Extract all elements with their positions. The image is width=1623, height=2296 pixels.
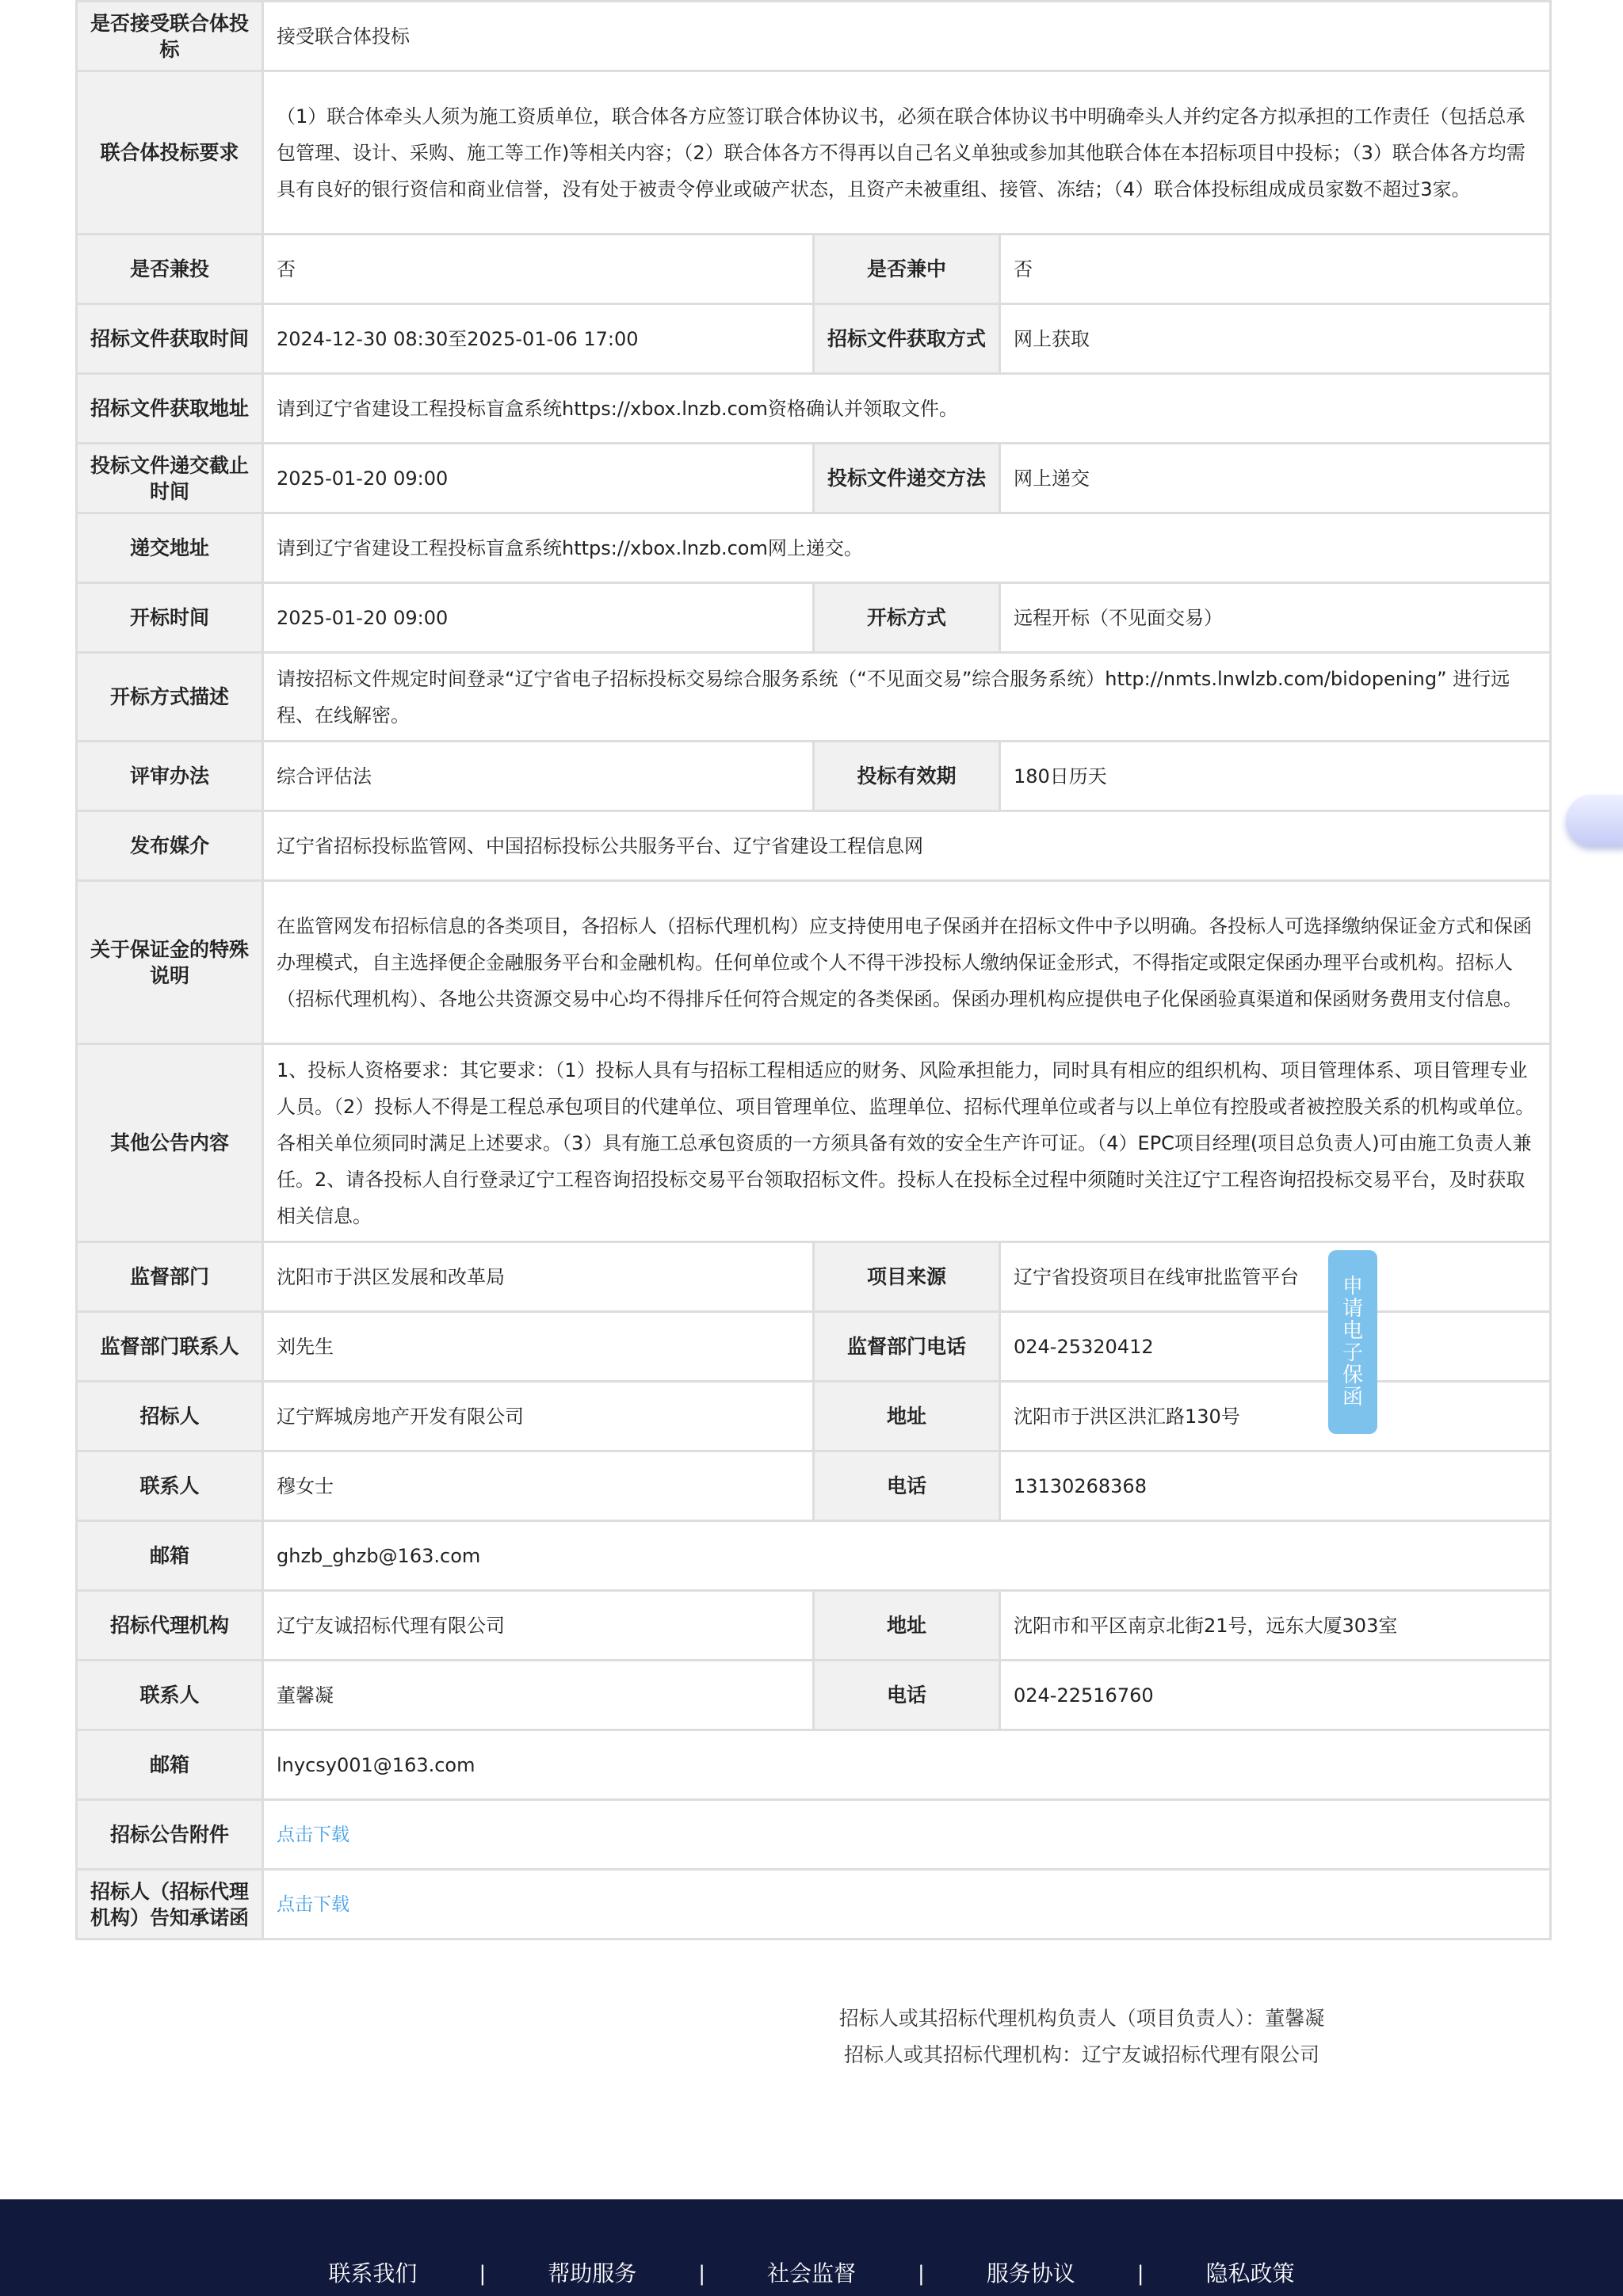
signature-line-agency: 招标人或其招标代理机构：辽宁友诚招标代理有限公司 xyxy=(843,2043,1319,2066)
concurrent-win-label: 是否兼中 xyxy=(814,235,1000,304)
concurrent-bid-value: 否 xyxy=(263,235,814,304)
apply-electronic-guarantee-button[interactable]: 申请电子保函 xyxy=(1328,1250,1377,1434)
doc-time-value: 2024-12-30 08:30至2025-01-06 17:00 xyxy=(263,304,814,374)
consortium-label: 是否接受联合体投标 xyxy=(77,2,263,71)
tenderer-email-value: ghzb_ghzb@163.com xyxy=(263,1521,1551,1591)
submit-deadline-label: 投标文件递交截止时间 xyxy=(77,444,263,513)
consortium-req-label: 联合体投标要求 xyxy=(77,71,263,235)
footer-link-contact[interactable]: 联系我们 xyxy=(328,2260,418,2286)
tenderer-label: 招标人 xyxy=(77,1382,263,1451)
table-row xyxy=(77,1044,1551,1242)
attachment-label: 招标公告附件 xyxy=(77,1800,263,1870)
table-row xyxy=(77,811,1551,881)
agency-address-label: 地址 xyxy=(814,1591,1000,1661)
table-row xyxy=(77,2,1551,71)
agency-value: 辽宁友诚招标代理有限公司 xyxy=(263,1591,814,1661)
doc-address-value: 请到辽宁省建设工程投标盲盒系统https://xbox.lnzb.com资格确认并领取文件。 xyxy=(263,374,1551,444)
supervisor-label: 监督部门 xyxy=(77,1242,263,1312)
table-row xyxy=(77,1800,1551,1870)
agency-address-value: 沈阳市和平区南京北街21号，远东大厦303室 xyxy=(1000,1591,1551,1661)
tender-info-table xyxy=(75,0,1552,1940)
submit-method-value: 网上递交 xyxy=(1000,444,1551,513)
site-footer xyxy=(0,2199,1623,2296)
consortium-req-value: （1）联合体牵头人须为施工资质单位，联合体各方应签订联合体协议书，必须在联合体协议书中明确牵头人并约定各方拟承担的工作责任（包括总承包管理、设计、采购、施工等工作)等相关内容；（2）联合体各方不得再以自己名义单独或参加其他联合体在本招标项目中投标；（3）联合体各方均需具有良好的银行资信和商业信誉，没有处于被责令停业或破产状态，且资产未被重组、接管、冻结；（4）联合体投标组成成员家数不超过3家。 xyxy=(263,71,1551,235)
deposit-value: 在监管网发布招标信息的各类项目，各招标人（招标代理机构）应支持使用电子保函并在招标文件中予以明确。各投标人可选择缴纳保证金方式和保函办理模式，自主选择便企金融服务平台和金融机构。任何单位或个人不得干涉投标人缴纳保证金形式，不得指定或限定保函办理平台或机构。招标人（招标代理机构）、各地公共资源交易中心均不得排斥任何符合规定的各类保函。保函办理机构应提供电子化保函验真渠道和保函财务费用支付信息。 xyxy=(263,881,1551,1044)
table-row xyxy=(77,742,1551,811)
open-method-label: 开标方式 xyxy=(814,583,1000,653)
supervisor-phone-value: 024-25320412 xyxy=(1000,1312,1551,1382)
table-row xyxy=(77,1591,1551,1661)
tenderer-address-label: 地址 xyxy=(814,1382,1000,1451)
table-row xyxy=(77,513,1551,583)
open-desc-label: 开标方式描述 xyxy=(77,653,263,742)
submit-address-value: 请到辽宁省建设工程投标盲盒系统https://xbox.lnzb.com网上递交。 xyxy=(263,513,1551,583)
tenderer-phone-label: 电话 xyxy=(814,1451,1000,1521)
footer-nav xyxy=(0,2199,1623,2296)
table-row xyxy=(77,374,1551,444)
footer-separator: | xyxy=(1136,2262,1144,2286)
concurrent-bid-label: 是否兼投 xyxy=(77,235,263,304)
footer-separator: | xyxy=(918,2262,925,2286)
commitment-download-link[interactable]: 点击下载 xyxy=(277,1894,349,1915)
table-row xyxy=(77,1870,1551,1939)
source-label: 项目来源 xyxy=(814,1242,1000,1312)
side-floating-tab[interactable] xyxy=(1566,795,1623,845)
agency-email-label: 邮箱 xyxy=(77,1730,263,1800)
doc-address-label: 招标文件获取地址 xyxy=(77,374,263,444)
table-row xyxy=(77,583,1551,653)
table-row xyxy=(77,653,1551,742)
footer-link-help[interactable]: 帮助服务 xyxy=(548,2260,637,2286)
supervisor-contact-label: 监督部门联系人 xyxy=(77,1312,263,1382)
deposit-label: 关于保证金的特殊说明 xyxy=(77,881,263,1044)
tenderer-phone-value: 13130268368 xyxy=(1000,1451,1551,1521)
footer-link-agreement[interactable]: 服务协议 xyxy=(986,2260,1075,2286)
supervisor-value: 沈阳市于洪区发展和改革局 xyxy=(263,1242,814,1312)
validity-value: 180日历天 xyxy=(1000,742,1551,811)
eval-method-label: 评审办法 xyxy=(77,742,263,811)
media-label: 发布媒介 xyxy=(77,811,263,881)
table-row xyxy=(77,1521,1551,1591)
signature-block xyxy=(836,2000,1327,2073)
attachment-download-link[interactable]: 点击下载 xyxy=(277,1825,349,1845)
submit-method-label: 投标文件递交方法 xyxy=(814,444,1000,513)
validity-label: 投标有效期 xyxy=(814,742,1000,811)
agency-phone-label: 电话 xyxy=(814,1661,1000,1730)
submit-deadline-value: 2025-01-20 09:00 xyxy=(263,444,814,513)
signature-line-principal: 招标人或其招标代理机构负责人（项目负责人）：董馨凝 xyxy=(838,2007,1325,2030)
footer-link-supervision[interactable]: 社会监督 xyxy=(766,2260,856,2286)
open-time-value: 2025-01-20 09:00 xyxy=(263,583,814,653)
tenderer-address-value: 沈阳市于洪区洪汇路130号 xyxy=(1000,1382,1551,1451)
other-label: 其他公告内容 xyxy=(77,1044,263,1242)
concurrent-win-value: 否 xyxy=(1000,235,1551,304)
open-desc-value: 请按招标文件规定时间登录“辽宁省电子招标投标交易综合服务系统（“不见面交易”综合服务系统）http://nmts.lnwlzb.com/bidopening” 进行远程、在线解密。 xyxy=(263,653,1551,742)
open-time-label: 开标时间 xyxy=(77,583,263,653)
table-row xyxy=(77,1451,1551,1521)
table-row xyxy=(77,444,1551,513)
agency-phone-value: 024-22516760 xyxy=(1000,1661,1551,1730)
agency-contact-label: 联系人 xyxy=(77,1661,263,1730)
doc-time-label: 招标文件获取时间 xyxy=(77,304,263,374)
other-value: 1、投标人资格要求：其它要求：（1）投标人具有与招标工程相适应的财务、风险承担能力，同时具有相应的组织机构、项目管理体系、项目管理专业人员。（2）投标人不得是工程总承包项目的代建单位、项目管理单位、监理单位、招标代理单位或者与以上单位有控股或者被控股关系的机构或单位。 各相关单位须同时满足上述要求。（3）具有施工总承包资质的一方须具备有效的安全生产许可证。（4）EPC项目经理(项目总负责人)可由施工负责人兼任。2、请各投标人自行登录辽宁工程咨询招投标交易平台领取招标文件。投标人在投标全过程中须随时关注辽宁工程咨询招投标交易平台，及时获取相关信息。 xyxy=(263,1044,1551,1242)
commitment-label: 招标人（招标代理机构）告知承诺函 xyxy=(77,1870,263,1939)
supervisor-contact-value: 刘先生 xyxy=(263,1312,814,1382)
table-row xyxy=(77,304,1551,374)
tenderer-contact-label: 联系人 xyxy=(77,1451,263,1521)
agency-label: 招标代理机构 xyxy=(77,1591,263,1661)
open-method-value: 远程开标（不见面交易） xyxy=(1000,583,1551,653)
table-row xyxy=(77,71,1551,235)
table-row xyxy=(77,235,1551,304)
doc-method-label: 招标文件获取方式 xyxy=(814,304,1000,374)
agency-contact-value: 董馨凝 xyxy=(263,1661,814,1730)
media-value: 辽宁省招标投标监管网、中国招标投标公共服务平台、辽宁省建设工程信息网 xyxy=(263,811,1551,881)
table-row xyxy=(77,1730,1551,1800)
eval-method-value: 综合评估法 xyxy=(263,742,814,811)
table-row xyxy=(77,1661,1551,1730)
source-value: 辽宁省投资项目在线审批监管平台 xyxy=(1000,1242,1551,1312)
doc-method-value: 网上获取 xyxy=(1000,304,1551,374)
tenderer-contact-value: 穆女士 xyxy=(263,1451,814,1521)
agency-email-value: lnycsy001@163.com xyxy=(263,1730,1551,1800)
footer-separator: | xyxy=(698,2262,705,2286)
supervisor-phone-label: 监督部门电话 xyxy=(814,1312,1000,1382)
footer-separator: | xyxy=(479,2262,487,2286)
tenderer-email-label: 邮箱 xyxy=(77,1521,263,1591)
table-row xyxy=(77,881,1551,1044)
tenderer-value: 辽宁辉城房地产开发有限公司 xyxy=(263,1382,814,1451)
consortium-value: 接受联合体投标 xyxy=(263,2,1551,71)
footer-link-privacy[interactable]: 隐私政策 xyxy=(1205,2260,1295,2286)
submit-address-label: 递交地址 xyxy=(77,513,263,583)
